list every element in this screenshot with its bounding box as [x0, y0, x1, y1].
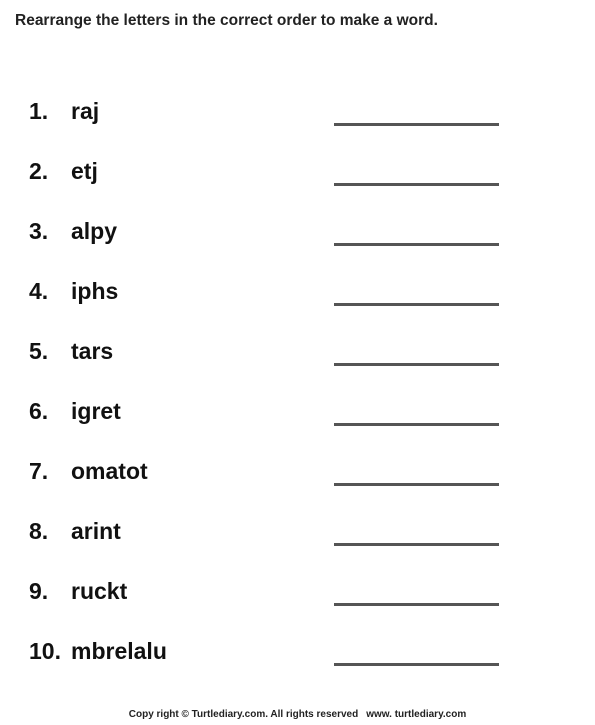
item-number: 7.: [29, 458, 49, 484]
answer-line[interactable]: [334, 363, 499, 366]
scrambled-word: arint: [71, 518, 121, 544]
item-number: 9.: [29, 578, 49, 604]
scrambled-word: mbrelalu: [71, 638, 167, 664]
worksheet-item: [0, 518, 595, 558]
worksheet-item: [0, 398, 595, 438]
scrambled-word: etj: [71, 158, 98, 184]
answer-line[interactable]: [334, 243, 499, 246]
worksheet-instructions: Rearrange the letters in the correct order to make a word.: [15, 12, 438, 29]
worksheet-item: [0, 338, 595, 378]
answer-line[interactable]: [334, 663, 499, 666]
scrambled-word: igret: [71, 398, 121, 424]
answer-line[interactable]: [334, 543, 499, 546]
site-link[interactable]: www. turtlediary.com: [366, 709, 467, 720]
worksheet-item: [0, 458, 595, 498]
answer-line[interactable]: [334, 123, 499, 126]
answer-line[interactable]: [334, 483, 499, 486]
worksheet-item: [0, 218, 595, 258]
scrambled-word: iphs: [71, 278, 119, 304]
worksheet-item: [0, 158, 595, 198]
item-number: 2.: [29, 158, 49, 184]
copyright-text: Copy right © Turtlediary.com. All rights reserved: [128, 709, 359, 720]
worksheet-item: [0, 638, 595, 678]
scrambled-word: alpy: [71, 218, 118, 244]
item-number: 8.: [29, 518, 49, 544]
answer-line[interactable]: [334, 303, 499, 306]
worksheet-item: [0, 278, 595, 318]
scrambled-word: ruckt: [71, 578, 128, 604]
scrambled-word: raj: [71, 98, 100, 124]
item-number: 6.: [29, 398, 49, 424]
footer: [0, 709, 595, 720]
worksheet-item: [0, 98, 595, 138]
item-number: 1.: [29, 98, 49, 124]
item-number: 5.: [29, 338, 49, 364]
item-number: 3.: [29, 218, 49, 244]
answer-line[interactable]: [334, 603, 499, 606]
scrambled-word: omatot: [71, 458, 148, 484]
worksheet-item: [0, 578, 595, 618]
answer-line[interactable]: [334, 183, 499, 186]
item-number: 4.: [29, 278, 49, 304]
item-number: 10.: [29, 638, 61, 664]
answer-line[interactable]: [334, 423, 499, 426]
scrambled-word: tars: [71, 338, 114, 364]
